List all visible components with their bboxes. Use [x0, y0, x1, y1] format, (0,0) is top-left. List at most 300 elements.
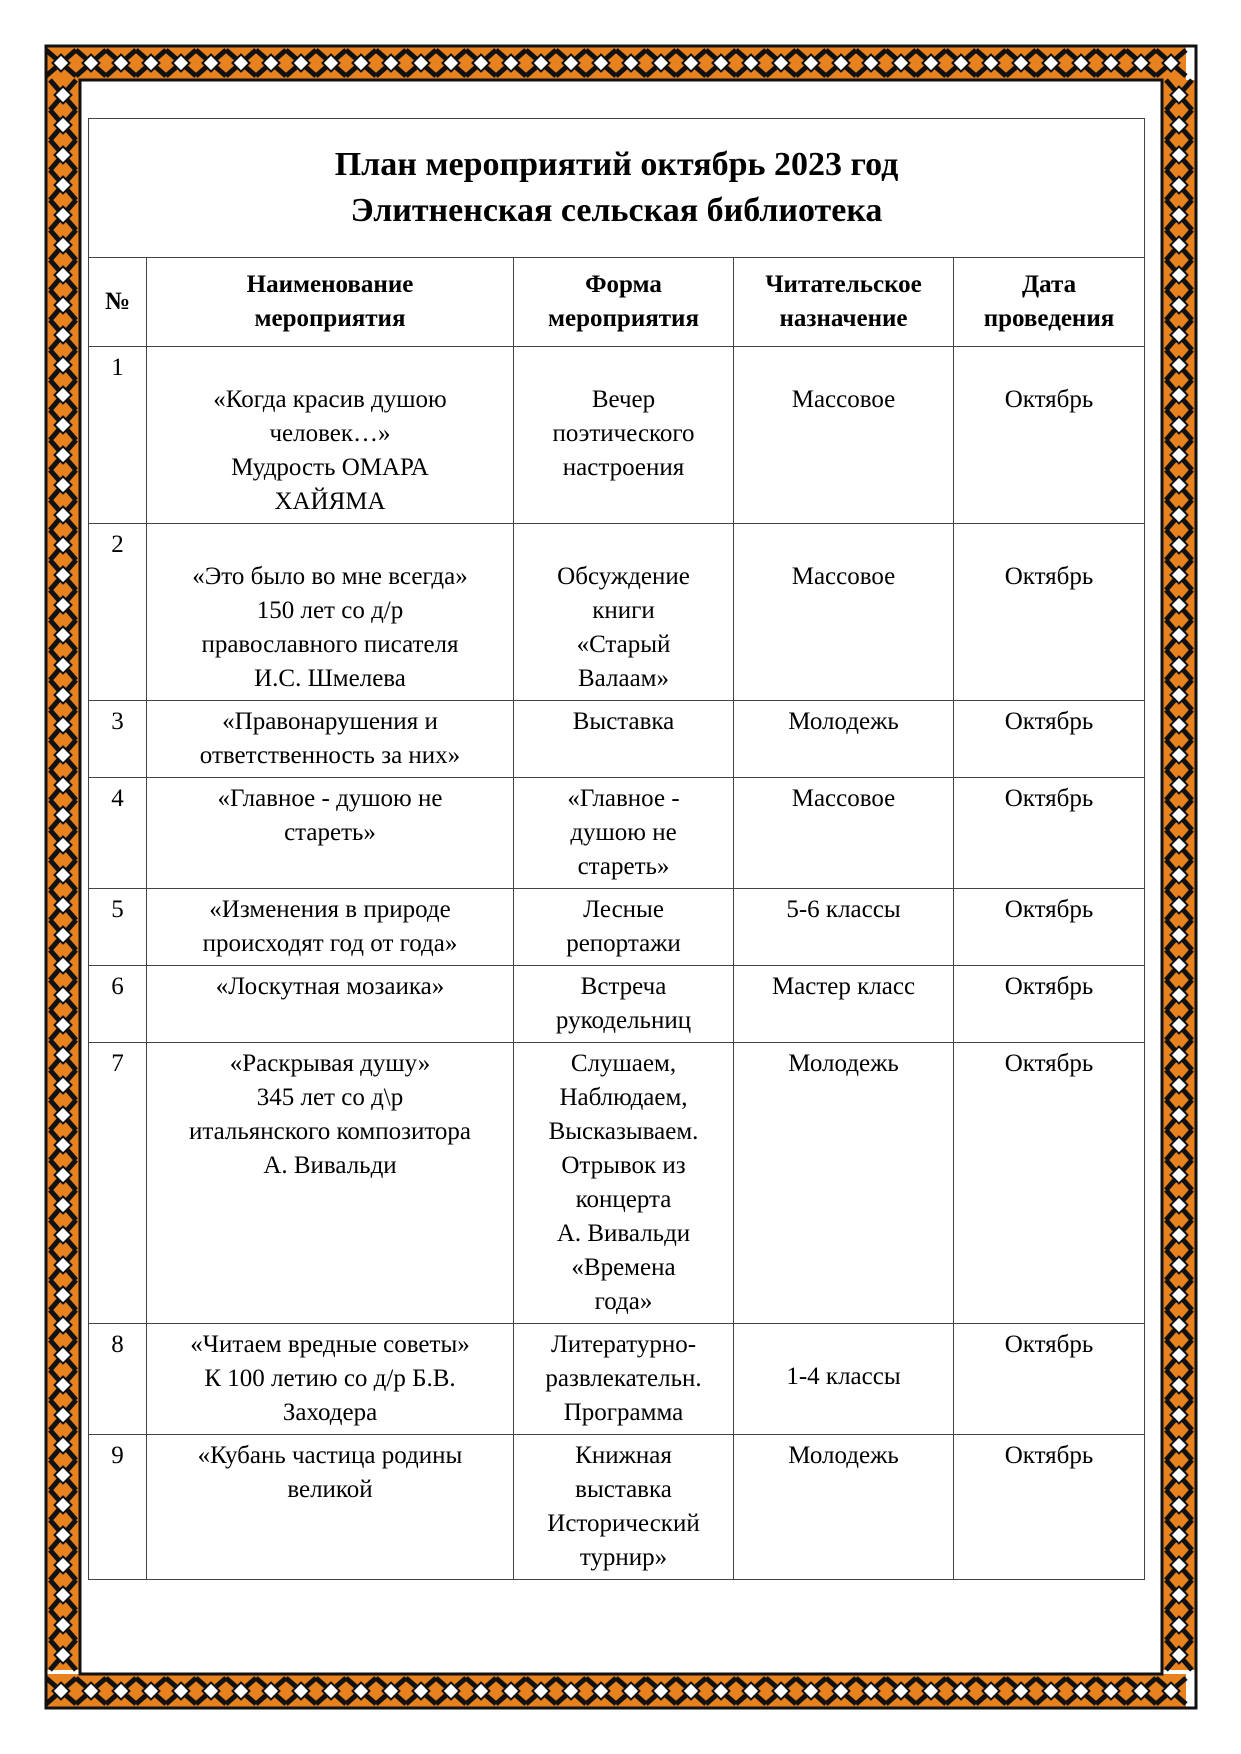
ornament-tile [1156, 1674, 1186, 1708]
cell-name-line: «Когда красив душою [213, 386, 447, 413]
ornament-tile [46, 1070, 80, 1100]
ornament-tile [466, 46, 496, 80]
header-audience-line: назначение [779, 305, 908, 332]
cell-form-line: выставка [575, 1476, 672, 1503]
ornament-tile [46, 950, 80, 980]
cell-date: Октябрь [954, 1043, 1145, 1324]
cell-form-line: «Главное - [567, 785, 680, 812]
cell-name-line: «Кубань частица родины [197, 1442, 463, 1469]
cell-form [514, 1043, 734, 1324]
cell-form [514, 778, 734, 889]
cell-audience: Молодежь [734, 1043, 954, 1324]
cell-audience: Массовое [734, 524, 954, 701]
ornament-tile [46, 170, 80, 200]
cell-name-line: стареть» [284, 819, 376, 846]
row-number: 1 [89, 347, 147, 524]
cell-date: Октябрь [954, 347, 1145, 524]
ornament-tile [226, 46, 256, 80]
cell-form-line: Исторический [547, 1510, 700, 1537]
ornament-tile [436, 46, 466, 80]
ornament-tile [46, 830, 80, 860]
cell-form-line: Лесные [583, 896, 664, 923]
ornament-tile [46, 740, 80, 770]
cell-form-line: Литературно- [550, 1331, 697, 1358]
ornament-tile [1162, 260, 1196, 290]
cell-name-line: великой [287, 1476, 373, 1503]
cell-audience: Мастер класс [734, 966, 954, 1043]
ornament-tile [46, 1460, 80, 1490]
ornament-tile [46, 380, 80, 410]
ornament-tile [376, 1674, 406, 1708]
header-form-line: мероприятия [548, 305, 699, 332]
ornament-tile [1162, 140, 1196, 170]
ornament-tile [1162, 290, 1196, 320]
ornament-tile [106, 1674, 136, 1708]
header-date-line: Дата [1021, 271, 1077, 298]
ornament-tile [1162, 1130, 1196, 1160]
cell-name-line: «Правонарушения и [222, 708, 438, 735]
header-date [954, 258, 1145, 347]
ornament-tile [46, 320, 80, 350]
ornament-tile [1162, 1010, 1196, 1040]
ornament-tile [1066, 1674, 1096, 1708]
ornament-tile [406, 1674, 436, 1708]
cell-name-line: «Изменения в природе [209, 896, 451, 923]
ornament-tile [1162, 1400, 1196, 1430]
ornament-tile [796, 1674, 826, 1708]
ornament-tile [1162, 500, 1196, 530]
ornament-tile [46, 680, 80, 710]
cell-form-line: А. Вивальди [556, 1220, 691, 1247]
ornament-tile [616, 46, 646, 80]
ornament-tile [1162, 770, 1196, 800]
ornament-tile [46, 140, 80, 170]
cell-name-line: «Лоскутная мозаика» [215, 973, 445, 1000]
ornament-tile [166, 46, 196, 80]
cell-date: Октябрь [954, 1324, 1145, 1435]
cell-form-line: Вечер [591, 386, 656, 413]
cell-name-line: «Это было во мне всегда» [192, 563, 468, 590]
cell-form-line: концерта [575, 1186, 672, 1213]
ornament-tile [46, 290, 80, 320]
ornament-tile [1096, 1674, 1126, 1708]
ornament-tile [676, 46, 706, 80]
ornament-tile [1162, 1250, 1196, 1280]
header-row [89, 258, 1145, 347]
ornament-tile [946, 1674, 976, 1708]
title-row [89, 119, 1145, 258]
ornament-tile [676, 1674, 706, 1708]
ornament-tile [1162, 1340, 1196, 1370]
ornament-tile [1162, 440, 1196, 470]
cell-name [147, 524, 514, 701]
ornament-tile [376, 46, 406, 80]
ornament-tile [46, 620, 80, 650]
ornament-tile [1162, 1190, 1196, 1220]
ornament-tile [46, 530, 80, 560]
ornament-tile [1162, 740, 1196, 770]
table-row [89, 966, 1145, 1043]
ornament-tile [76, 1674, 106, 1708]
cell-form-line: развлекательн. [545, 1365, 702, 1392]
ornament-tile [1162, 1550, 1196, 1580]
cell-audience: Массовое [734, 347, 954, 524]
cell-name-line: «Раскрывая душу» [229, 1050, 431, 1077]
ornament-tile [1162, 170, 1196, 200]
ornament-tile [46, 1430, 80, 1460]
ornament-tile [1162, 230, 1196, 260]
ornament-tile [1162, 1310, 1196, 1340]
ornament-tile [46, 470, 80, 500]
cell-name-line: православного писателя [201, 631, 459, 658]
header-form [514, 258, 734, 347]
ornament-tile [646, 46, 676, 80]
table-row [89, 347, 1145, 524]
title-line-2: Элитненская сельская библиотека [350, 192, 883, 229]
cell-name-line: И.С. Шмелева [254, 665, 406, 692]
cell-name-line: человек…» [269, 420, 391, 447]
ornament-tile [1006, 46, 1036, 80]
ornament-tile [826, 1674, 856, 1708]
ornament-tile [46, 500, 80, 530]
ornament-tile [466, 1674, 496, 1708]
ornament-tile [796, 46, 826, 80]
cell-name [147, 889, 514, 966]
cell-name [147, 1324, 514, 1435]
cell-name-line: А. Вивальди [263, 1152, 397, 1179]
ornament-tile [1162, 920, 1196, 950]
ornament-tile [196, 1674, 226, 1708]
ornament-tile [46, 1220, 80, 1250]
ornament-tile [856, 1674, 886, 1708]
ornament-tile [46, 1130, 80, 1160]
cell-audience: 1-4 классы [734, 1324, 954, 1435]
ornament-tile [946, 46, 976, 80]
cell-form-line: «Времена [571, 1254, 676, 1281]
ornament-tile [46, 560, 80, 590]
ornament-tile [1162, 1610, 1196, 1640]
ornament-tile [46, 1550, 80, 1580]
cell-name [147, 347, 514, 524]
document-body [88, 118, 1144, 1580]
ornament-tile [1162, 110, 1196, 140]
table-row [89, 1435, 1145, 1580]
cell-audience: 5-6 классы [734, 889, 954, 966]
ornament-tile [1162, 590, 1196, 620]
ornament-tile [826, 46, 856, 80]
ornament-tile [46, 1250, 80, 1280]
ornament-tile [46, 1040, 80, 1070]
ornament-tile [46, 1370, 80, 1400]
ornament-tile [166, 1674, 196, 1708]
cell-form-line: настроения [562, 454, 685, 481]
ornament-tile [1162, 1460, 1196, 1490]
ornament-tile [766, 46, 796, 80]
cell-form-line: года» [594, 1288, 653, 1315]
cell-form [514, 1435, 734, 1580]
cell-name-line: происходят год от года» [202, 930, 458, 957]
ornament-tile [286, 1674, 316, 1708]
ornament-tile [1162, 650, 1196, 680]
cell-name-line: 150 лет со д/р [256, 597, 404, 624]
cell-audience: Массовое [734, 778, 954, 889]
ornament-tile [46, 260, 80, 290]
cell-form-line: душою не [570, 819, 677, 846]
cell-date: Октябрь [954, 889, 1145, 966]
ornament-tile [976, 1674, 1006, 1708]
ornament-tile [1162, 410, 1196, 440]
title-line-1: План мероприятий октябрь 2023 год [334, 146, 899, 183]
cell-name-line: Мудрость ОМАРА [231, 454, 429, 481]
ornament-tile [1162, 620, 1196, 650]
ornament-tile [46, 1490, 80, 1520]
cell-form-line: Встреча [580, 973, 667, 1000]
ornament-tile [1162, 1280, 1196, 1310]
ornament-tile [46, 110, 80, 140]
cell-form-line: Отрывок из [561, 1152, 686, 1179]
ornament-tile [1126, 1674, 1156, 1708]
ornament-tile [406, 46, 436, 80]
row-number: 6 [89, 966, 147, 1043]
ornament-tile [46, 80, 80, 110]
ornament-tile [916, 1674, 946, 1708]
ornament-tile [346, 46, 376, 80]
row-number: 5 [89, 889, 147, 966]
row-number: 7 [89, 1043, 147, 1324]
ornament-tile [1162, 860, 1196, 890]
table-row [89, 524, 1145, 701]
ornament-tile [46, 440, 80, 470]
ornament-tile [1162, 1520, 1196, 1550]
ornament-tile [916, 46, 946, 80]
header-num: № [89, 258, 147, 347]
cell-form-line: Высказываем. [548, 1118, 699, 1145]
ornament-tile [286, 46, 316, 80]
cell-form [514, 347, 734, 524]
cell-name-line: К 100 летию со д/р Б.В. [204, 1365, 456, 1392]
cell-name [147, 701, 514, 778]
ornament-tile [766, 1674, 796, 1708]
ornament-tile [1162, 470, 1196, 500]
cell-form [514, 966, 734, 1043]
cell-name-line: «Главное - душою не [217, 785, 443, 812]
ornament-tile [46, 920, 80, 950]
ornament-tile [46, 710, 80, 740]
cell-date: Октябрь [954, 778, 1145, 889]
ornament-tile [1066, 46, 1096, 80]
row-number: 8 [89, 1324, 147, 1435]
cell-name [147, 778, 514, 889]
cell-form [514, 1324, 734, 1435]
cell-name [147, 966, 514, 1043]
ornament-tile [136, 1674, 166, 1708]
cell-date: Октябрь [954, 524, 1145, 701]
ornament-tile [46, 860, 80, 890]
ornament-tile [1036, 1674, 1066, 1708]
ornament-tile [46, 350, 80, 380]
ornament-tile [1162, 830, 1196, 860]
ornament-tile [436, 1674, 466, 1708]
ornament-tile [556, 1674, 586, 1708]
ornament-tile [46, 410, 80, 440]
cell-form-line: Выставка [572, 708, 675, 735]
header-name [147, 258, 514, 347]
ornament-tile [46, 1190, 80, 1220]
ornament-tile [256, 46, 286, 80]
ornament-tile [46, 590, 80, 620]
ornament-tile [706, 1674, 736, 1708]
cell-name-line: Заходера [282, 1399, 378, 1426]
ornament-tile [736, 46, 766, 80]
header-name-line: мероприятия [254, 305, 406, 332]
ornament-tile [1162, 560, 1196, 590]
ornament-tile [1162, 320, 1196, 350]
cell-form-line: Наблюдаем, [559, 1084, 688, 1111]
cell-form-line: Книжная [575, 1442, 672, 1469]
cell-form-line: стареть» [577, 853, 670, 880]
ornament-tile [1162, 380, 1196, 410]
ornament-tile [1162, 1640, 1196, 1670]
ornament-tile [316, 1674, 346, 1708]
table-row [89, 1043, 1145, 1324]
events-plan-table [88, 118, 1145, 1580]
ornament-tile [1162, 980, 1196, 1010]
cell-form-line: репортажи [566, 930, 681, 957]
ornament-tile [1162, 1490, 1196, 1520]
ornament-tile [46, 1520, 80, 1550]
ornament-tile [616, 1674, 646, 1708]
cell-form-line: поэтического [552, 420, 695, 447]
ornament-tile [1162, 530, 1196, 560]
cell-form-line: турнир» [579, 1544, 668, 1571]
cell-name-line: ХАЙЯМА [274, 488, 386, 515]
ornament-tile [1162, 710, 1196, 740]
cell-form [514, 701, 734, 778]
ornament-tile [46, 980, 80, 1010]
ornament-tile [1162, 200, 1196, 230]
ornament-tile [646, 1674, 676, 1708]
cell-form-line: рукодельниц [555, 1007, 692, 1034]
cell-name-line: ответственность за них» [199, 742, 461, 769]
ornament-tile [1162, 680, 1196, 710]
cell-date: Октябрь [954, 1435, 1145, 1580]
cell-form-line: Обсуждение [557, 563, 690, 590]
ornament-tile [46, 230, 80, 260]
header-name-line: Наименование [246, 271, 414, 298]
ornament-tile [46, 200, 80, 230]
table-body [89, 347, 1145, 1580]
ornament-tile [1162, 1070, 1196, 1100]
cell-audience: Молодежь [734, 701, 954, 778]
ornament-tile [556, 46, 586, 80]
cell-form [514, 889, 734, 966]
ornament-tile [106, 46, 136, 80]
cell-name [147, 1435, 514, 1580]
cell-form-line: книги [592, 597, 655, 624]
cell-date: Октябрь [954, 966, 1145, 1043]
ornament-tile [46, 1160, 80, 1190]
ornament-tile [1036, 46, 1066, 80]
ornament-tile [586, 46, 616, 80]
ornament-tile [1162, 800, 1196, 830]
ornament-tile [886, 1674, 916, 1708]
ornament-tile [256, 1674, 286, 1708]
cell-form-line: Валаам» [578, 665, 669, 692]
ornament-tile [526, 46, 556, 80]
ornament-tile [1162, 1040, 1196, 1070]
header-audience-line: Читательское [765, 271, 922, 298]
ornament-tile [586, 1674, 616, 1708]
cell-name-line: итальянского композитора [188, 1118, 472, 1145]
ornament-tile [46, 1610, 80, 1640]
ornament-tile [1162, 350, 1196, 380]
cell-form-line: Программа [563, 1399, 684, 1426]
ornament-tile [46, 1400, 80, 1430]
ornament-tile [46, 770, 80, 800]
ornament-tile [496, 1674, 526, 1708]
ornament-tile [46, 1340, 80, 1370]
ornament-tile [1126, 46, 1156, 80]
ornament-tile [76, 46, 106, 80]
table-row [89, 889, 1145, 966]
ornament-tile [856, 46, 886, 80]
table-row [89, 778, 1145, 889]
ornament-tile [1162, 1370, 1196, 1400]
cell-name-line: «Читаем вредные советы» [190, 1331, 470, 1358]
ornament-tile [1096, 46, 1126, 80]
header-form-line: Форма [585, 271, 662, 298]
ornament-tile [1162, 1430, 1196, 1460]
ornament-tile [46, 1310, 80, 1340]
row-number: 2 [89, 524, 147, 701]
ornament-tile [1156, 46, 1186, 80]
ornament-tile [1162, 1580, 1196, 1610]
cell-name-line: 345 лет со д\р [256, 1084, 404, 1111]
ornament-tile [1162, 1220, 1196, 1250]
cell-date: Октябрь [954, 701, 1145, 778]
ornament-tile [196, 46, 226, 80]
ornament-tile [46, 1010, 80, 1040]
ornament-tile [526, 1674, 556, 1708]
ornament-tile [46, 1100, 80, 1130]
ornament-tile [46, 1640, 80, 1670]
row-number: 3 [89, 701, 147, 778]
ornament-tile [706, 46, 736, 80]
cell-form [514, 524, 734, 701]
ornament-tile [1162, 1100, 1196, 1130]
ornament-tile [886, 46, 916, 80]
ornament-tile [1162, 890, 1196, 920]
cell-form-line: «Старый [576, 631, 671, 658]
ornament-tile [1162, 950, 1196, 980]
ornament-tile [346, 1674, 376, 1708]
row-number: 4 [89, 778, 147, 889]
table-row [89, 1324, 1145, 1435]
page-title [89, 119, 1145, 258]
ornament-tile [46, 1580, 80, 1610]
ornament-tile [1006, 1674, 1036, 1708]
ornament-tile [136, 46, 166, 80]
ornament-tile [46, 800, 80, 830]
cell-form-line: Слушаем, [570, 1050, 677, 1077]
row-number: 9 [89, 1435, 147, 1580]
ornament-tile [1162, 1160, 1196, 1190]
cell-audience: Молодежь [734, 1435, 954, 1580]
ornament-tile [226, 1674, 256, 1708]
ornament-tile [46, 890, 80, 920]
cell-name [147, 1043, 514, 1324]
ornament-tile [46, 650, 80, 680]
